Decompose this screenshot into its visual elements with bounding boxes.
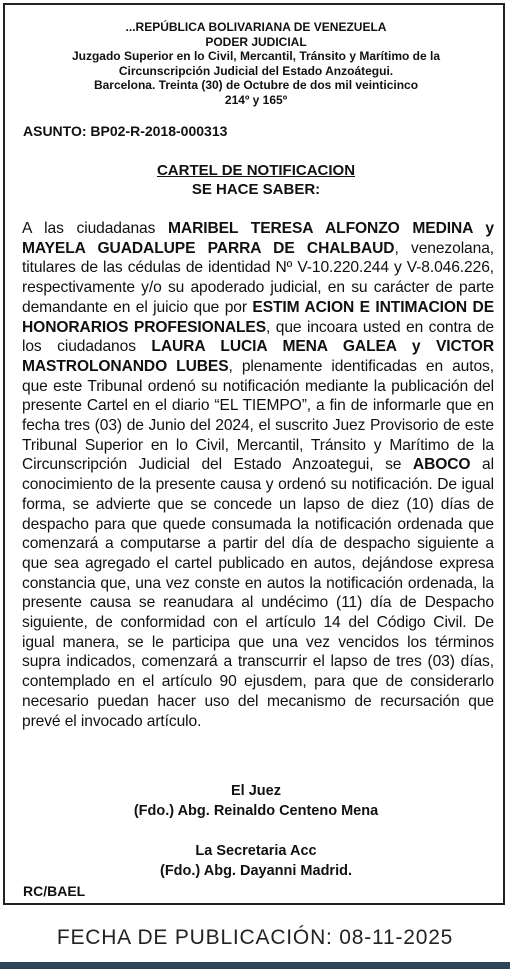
secretary-title: La Secretaria Acc <box>195 843 317 859</box>
header-line-3: Juzgado Superior en lo Civil, Mercantil, Tránsito y Marítimo de la <box>71 49 441 63</box>
publication-date: FECHA DE PUBLICACIÓN: 08-11-2025 <box>56 926 454 949</box>
body-bold-claim: ESTIM ACION E INTIMACION DE HONORARIOS PROFESIONALES <box>22 298 494 336</box>
header-line-1: ...REPÚBLICA BOLIVARIANA DE VENEZUELA <box>125 20 387 34</box>
court-header <box>5 20 507 107</box>
notice-frame <box>3 3 505 905</box>
notice-subtitle: SE HACE SABER: <box>191 181 321 198</box>
body-text-5: al conocimiento de la presente causa y ordenó su notificación. De igual forma, se advierte que se concede un lapso de diez (10) días de despacho para que quede consumada la notificación ordenada que comenzará a computarse a partir del día de despacho siguiente a que sea agregado el cartel publicado en autos, dejándose expresa constancia que, una vez conste en autos la notificación ordenada, la presente causa se reanudara al undécimo (11) día de Despacho siguiente, de conformidad con el artículo 14 del Código Civil. De igual manera, se le participa que una vez vencidos los términos supra indicados, comenzará a transcurrir el lapso de tres (03) días, contemplado en el artículo 90 ejusdem, para que de considerarlo necesario puedan hacer uso del mecanismo de recursación que prevé el invocado artículo. <box>22 456 494 730</box>
bottom-rule <box>0 962 510 969</box>
body-text-4: , plenamente identificadas en autos, que este Tribunal ordenó su notificación mediante la publicación del presente Cartel en el diario “EL TIEMPO”, a fin de informarle que en fecha tres (03) de Junio del 2024, el suscrito Juez Provisorio de este Tribunal Superior en lo Civil, Mercantil, Tránsito y Marítimo de la Circunscripción Judicial del Estado Anzoategui, se <box>22 357 494 474</box>
judge-title: El Juez <box>231 783 281 799</box>
header-line-2: PODER JUDICIAL <box>205 34 307 49</box>
body-text-2: , venezolana, titulares de las cédulas de identidad Nº V-10.220.244 y V-8.046.226, respectivamente y/o su apoderado judicial, en su carácter de parte demandante en el juicio que por <box>22 239 495 316</box>
secretary-name: (Fdo.) Abg. Dayanni Madrid. <box>160 863 352 879</box>
header-line-4: Circunscripción Judicial del Estado Anzoátegui. <box>118 63 394 78</box>
header-line-6: 214º y 165º <box>224 92 288 107</box>
body-bold-plaintiffs: MARIBEL TERESA ALFONZO MEDINA y MAYELA GUADALUPE PARRA DE CHALBAUD <box>22 220 495 257</box>
case-number: ASUNTO: BP02-R-2018-000313 <box>23 123 228 139</box>
judge-name: (Fdo.) Abg. Reinaldo Centeno Mena <box>133 803 379 819</box>
body-bold-aboco: ABOCO <box>412 456 471 474</box>
notice-body <box>22 219 494 731</box>
header-line-5: Barcelona. Treinta (30) de Octubre de dos mil veinticinco <box>93 78 419 92</box>
body-text-1: A las ciudadanas <box>22 220 169 237</box>
initials: RC/BAEL <box>23 883 86 899</box>
notice-title: CARTEL DE NOTIFICACION <box>156 162 356 179</box>
body-bold-defendants: LAURA LUCIA MENA GALEA y VICTOR MASTROLONANDO LUBES <box>22 338 494 375</box>
body-text-3: , que incoara usted en contra de los ciudadanos <box>22 318 494 356</box>
